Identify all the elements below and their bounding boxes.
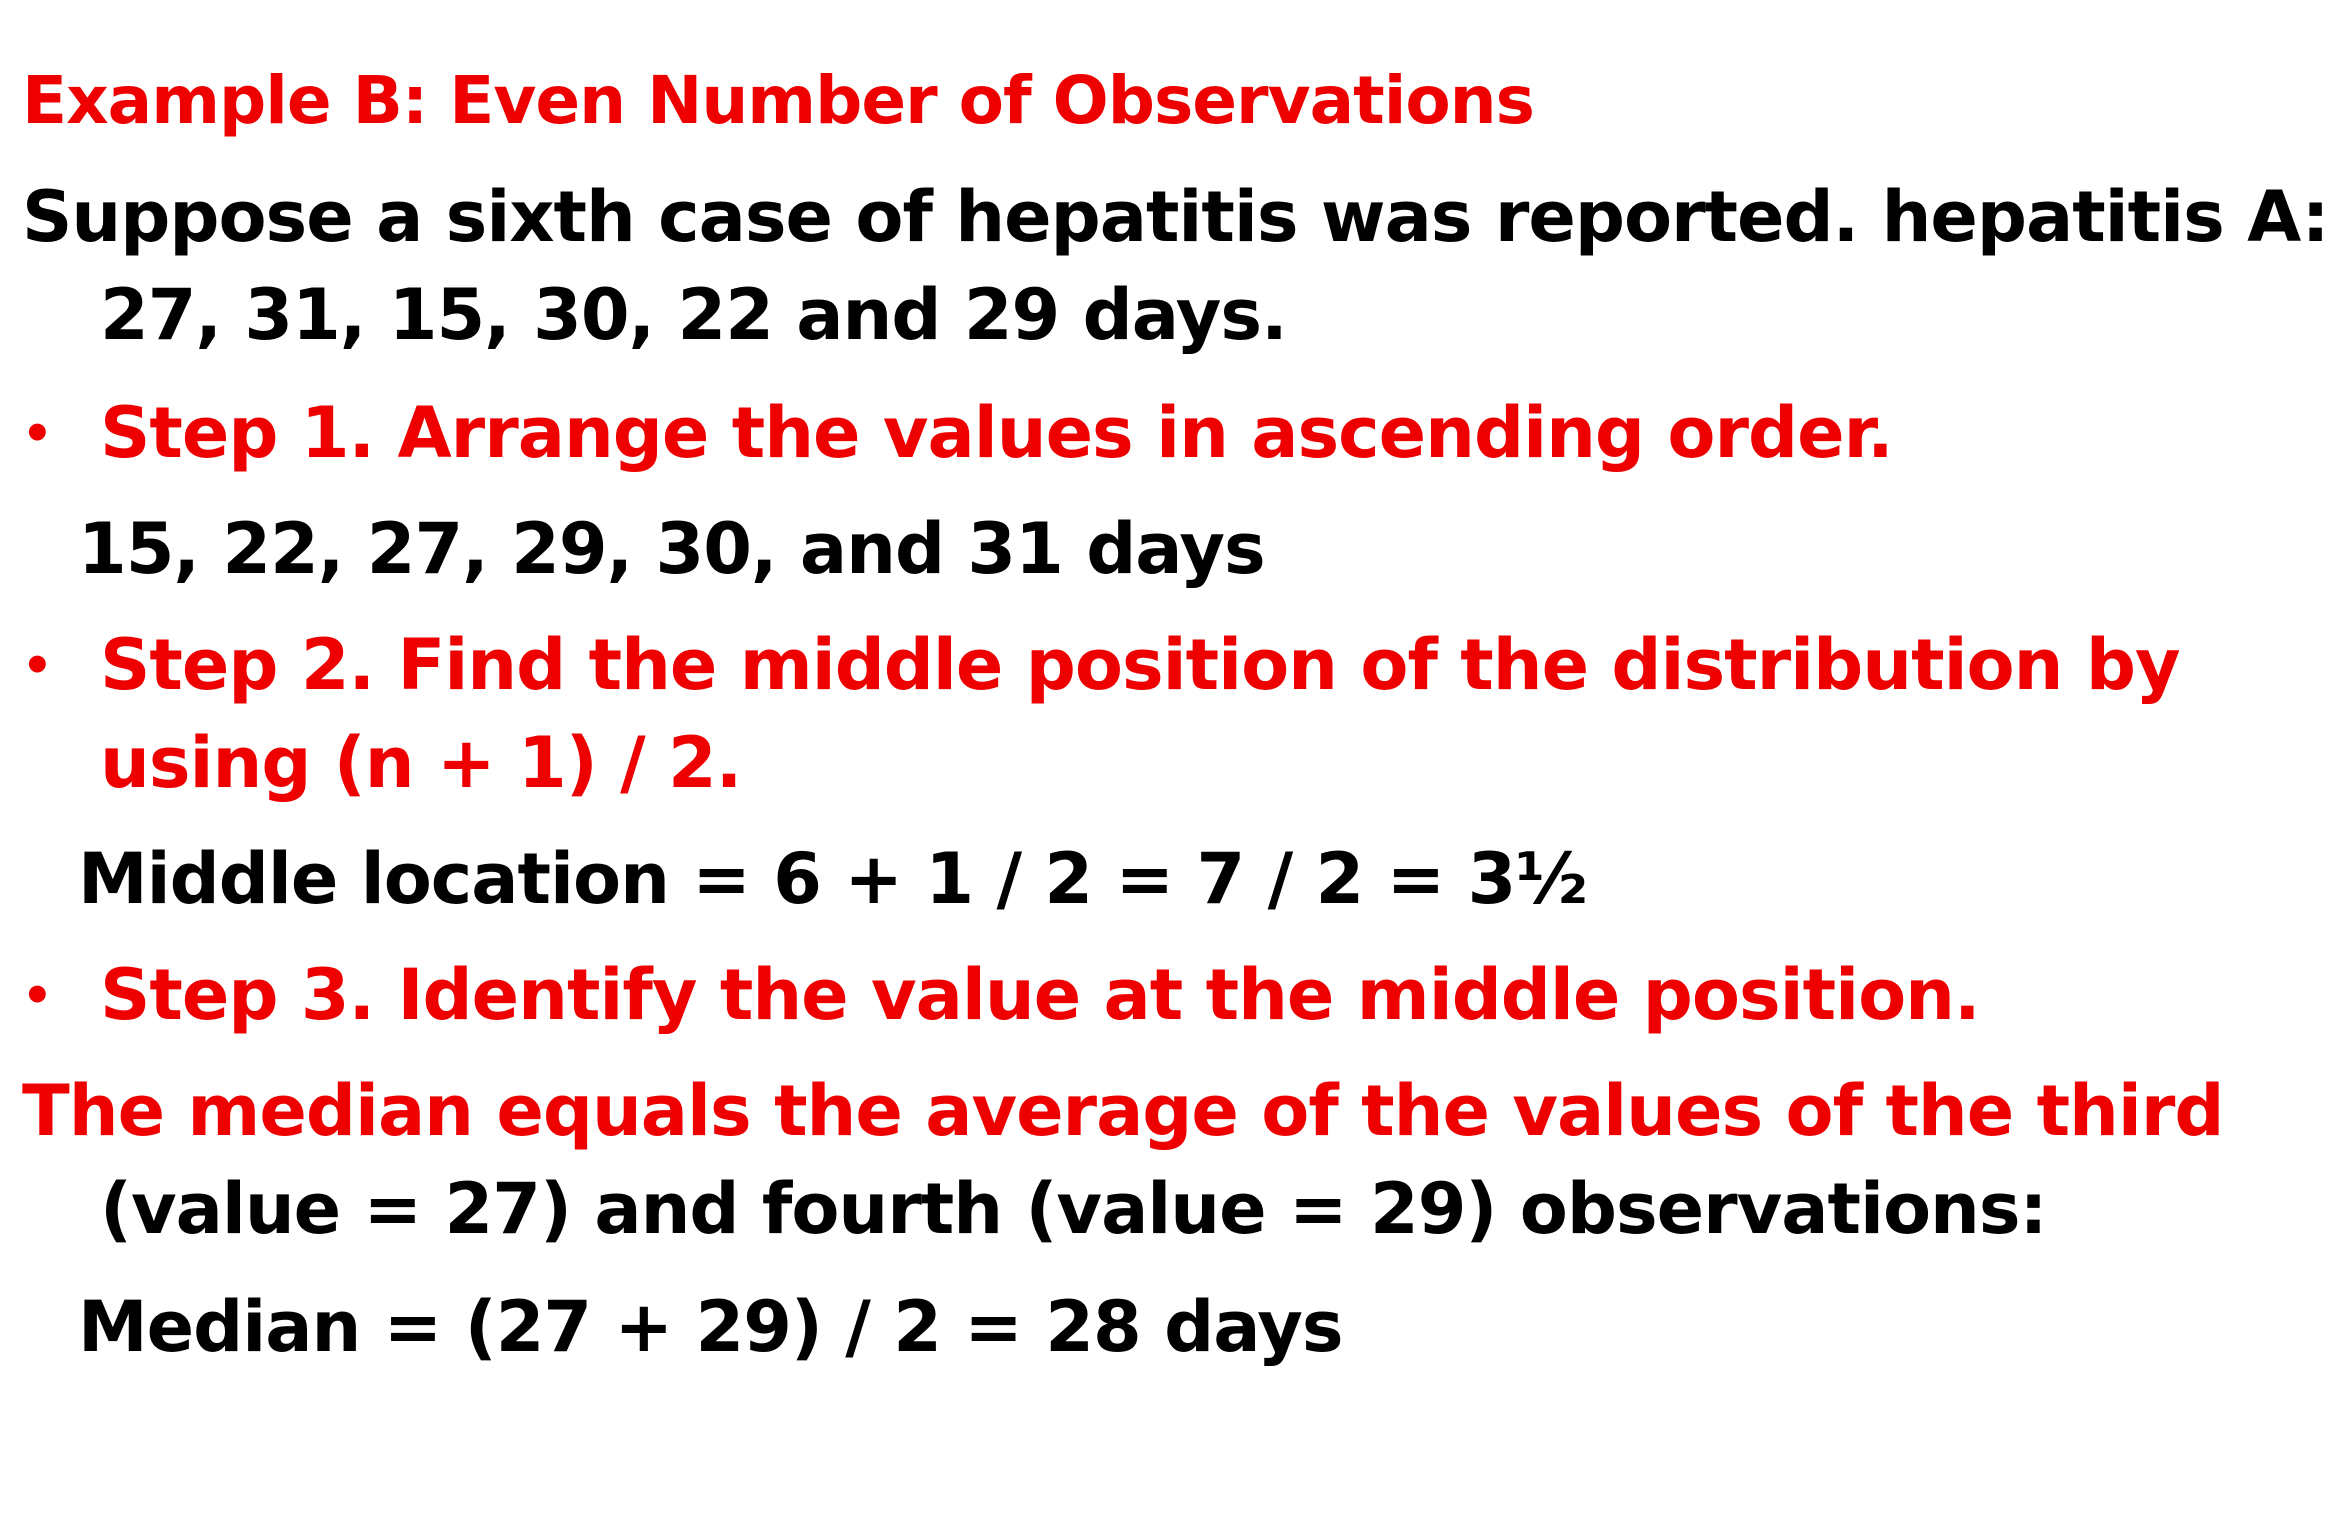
step-3-text: Step 3. Identify the value at the middle position.: [100, 954, 1980, 1036]
step-2-text-line-2: using (n + 1) / 2.: [100, 722, 742, 804]
median-explanation-line-2: (value = 27) and fourth (value = 29) observations:: [100, 1168, 2047, 1250]
bullet-step-3: •: [22, 968, 53, 1024]
intro-line-2: 27, 31, 15, 30, 22 and 29 days.: [100, 274, 1287, 356]
slide-title: Example B: Even Number of Observations: [22, 62, 1534, 139]
sorted-values: 15, 22, 27, 29, 30, and 31 days: [78, 508, 1265, 590]
intro-line-1: Suppose a sixth case of hepatitis was reported. hepatitis A:: [22, 176, 2329, 258]
bullet-step-2: •: [22, 638, 53, 694]
middle-location: Middle location = 6 + 1 / 2 = 7 / 2 = 3½: [78, 838, 1587, 920]
step-1-text: Step 1. Arrange the values in ascending order.: [100, 392, 1893, 474]
median-result: Median = (27 + 29) / 2 = 28 days: [78, 1286, 1343, 1368]
median-explanation-line-1: The median equals the average of the values of the third: [22, 1070, 2224, 1152]
step-2-text-line-1: Step 2. Find the middle position of the distribution by: [100, 624, 2180, 706]
bullet-step-1: •: [22, 406, 53, 462]
